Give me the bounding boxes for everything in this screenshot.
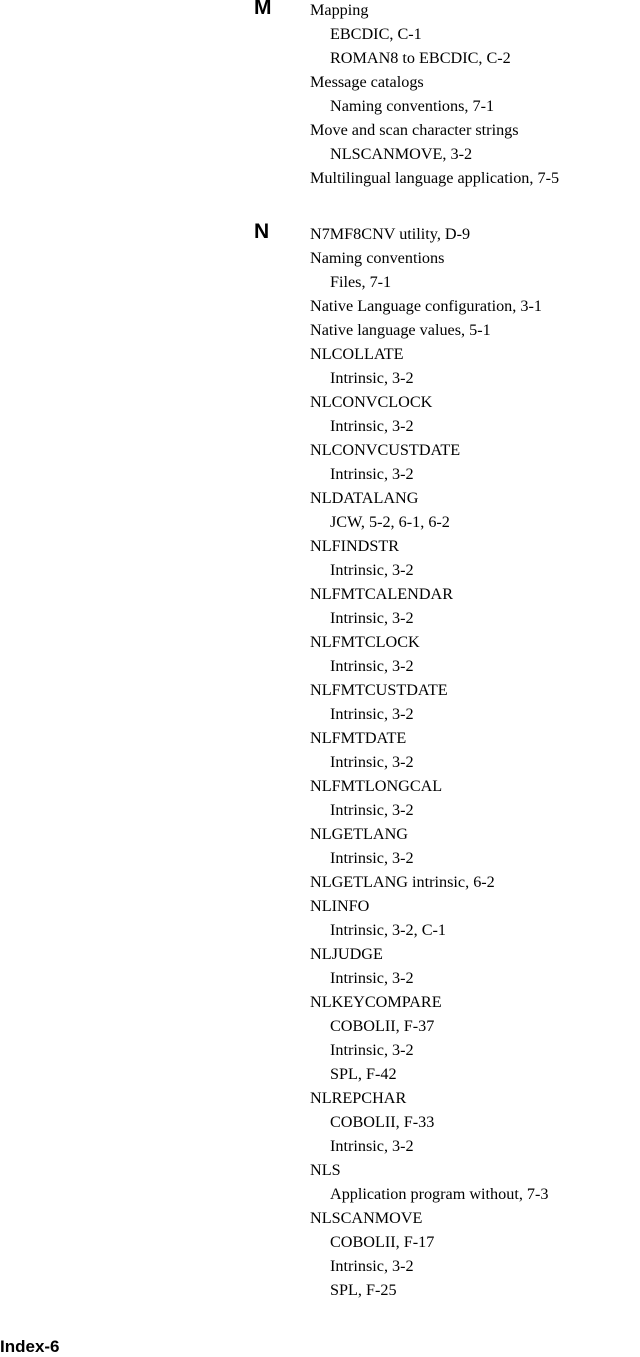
index-subentry: Intrinsic, 3-2 (330, 705, 414, 723)
index-subentry: SPL, F-25 (330, 1281, 397, 1299)
index-subentry: ROMAN8 to EBCDIC, C-2 (330, 49, 511, 67)
index-entry: NLJUDGE (310, 945, 383, 963)
index-entry: NLFMTCLOCK (310, 633, 420, 651)
index-subentry: Intrinsic, 3-2 (330, 1041, 414, 1059)
index-entry: Naming conventions (310, 249, 445, 267)
index-entry: NLFINDSTR (310, 537, 400, 555)
index-entry: Multilingual language application, 7-5 (310, 169, 560, 187)
index-entry: N7MF8CNV utility, D-9 (310, 225, 471, 243)
index-subentry: Intrinsic, 3-2 (330, 753, 414, 771)
index-entry: NLCONVCLOCK (310, 393, 433, 411)
section-letter: M (254, 0, 272, 19)
index-entry: NLKEYCOMPARE (310, 993, 442, 1011)
index-subentry: Intrinsic, 3-2 (330, 1137, 414, 1155)
index-subentry: Naming conventions, 7-1 (330, 97, 495, 115)
index-subentry: Intrinsic, 3-2 (330, 369, 414, 387)
index-subentry: Intrinsic, 3-2 (330, 561, 414, 579)
index-entry: NLGETLANG (310, 825, 409, 843)
index-entry: NLFMTDATE (310, 729, 407, 747)
index-subentry: Intrinsic, 3-2, C-1 (330, 921, 446, 939)
index-subentry: Intrinsic, 3-2 (330, 657, 414, 675)
index-entry: NLDATALANG (310, 489, 419, 507)
index-entry: NLS (310, 1161, 341, 1179)
index-subentry: COBOLII, F-37 (330, 1017, 435, 1035)
index-subentry: EBCDIC, C-1 (330, 25, 422, 43)
section-letter: N (254, 220, 270, 243)
index-subentry: Application program without, 7-3 (330, 1185, 549, 1203)
index-subentry: NLSCANMOVE, 3-2 (330, 145, 473, 163)
index-entry: Native language values, 5-1 (310, 321, 491, 339)
index-entry-list (310, 222, 549, 1302)
page-number-label: Index-6 (0, 1337, 60, 1356)
index-subentry: Intrinsic, 3-2 (330, 849, 414, 867)
index-subentry: Intrinsic, 3-2 (330, 417, 414, 435)
index-subentry: Intrinsic, 3-2 (330, 1257, 414, 1275)
index-subentry: Files, 7-1 (330, 273, 392, 291)
index-subentry: Intrinsic, 3-2 (330, 801, 414, 819)
index-entry: NLREPCHAR (310, 1089, 407, 1107)
index-subentry: Intrinsic, 3-2 (330, 465, 414, 483)
index-entry: NLFMTCUSTDATE (310, 681, 448, 699)
index-entry: NLSCANMOVE (310, 1209, 423, 1227)
index-entry: NLFMTCALENDAR (310, 585, 453, 603)
index-entry: NLCONVCUSTDATE (310, 441, 461, 459)
index-subentry: JCW, 5-2, 6-1, 6-2 (330, 513, 450, 531)
index-entry: NLCOLLATE (310, 345, 404, 363)
index-subentry: Intrinsic, 3-2 (330, 609, 414, 627)
index-entry: Move and scan character strings (310, 121, 519, 139)
index-subentry: COBOLII, F-33 (330, 1113, 435, 1131)
index-entry: NLINFO (310, 897, 370, 915)
index-entry: Native Language configuration, 3-1 (310, 297, 542, 315)
index-entry: Mapping (310, 1, 369, 19)
index-subentry: COBOLII, F-17 (330, 1233, 435, 1251)
index-subentry: Intrinsic, 3-2 (330, 969, 414, 987)
index-entry: NLGETLANG intrinsic, 6-2 (310, 873, 495, 891)
index-entry: Message catalogs (310, 73, 424, 91)
index-entry-list (310, 0, 559, 190)
index-subentry: SPL, F-42 (330, 1065, 397, 1083)
index-entry: NLFMTLONGCAL (310, 777, 443, 795)
